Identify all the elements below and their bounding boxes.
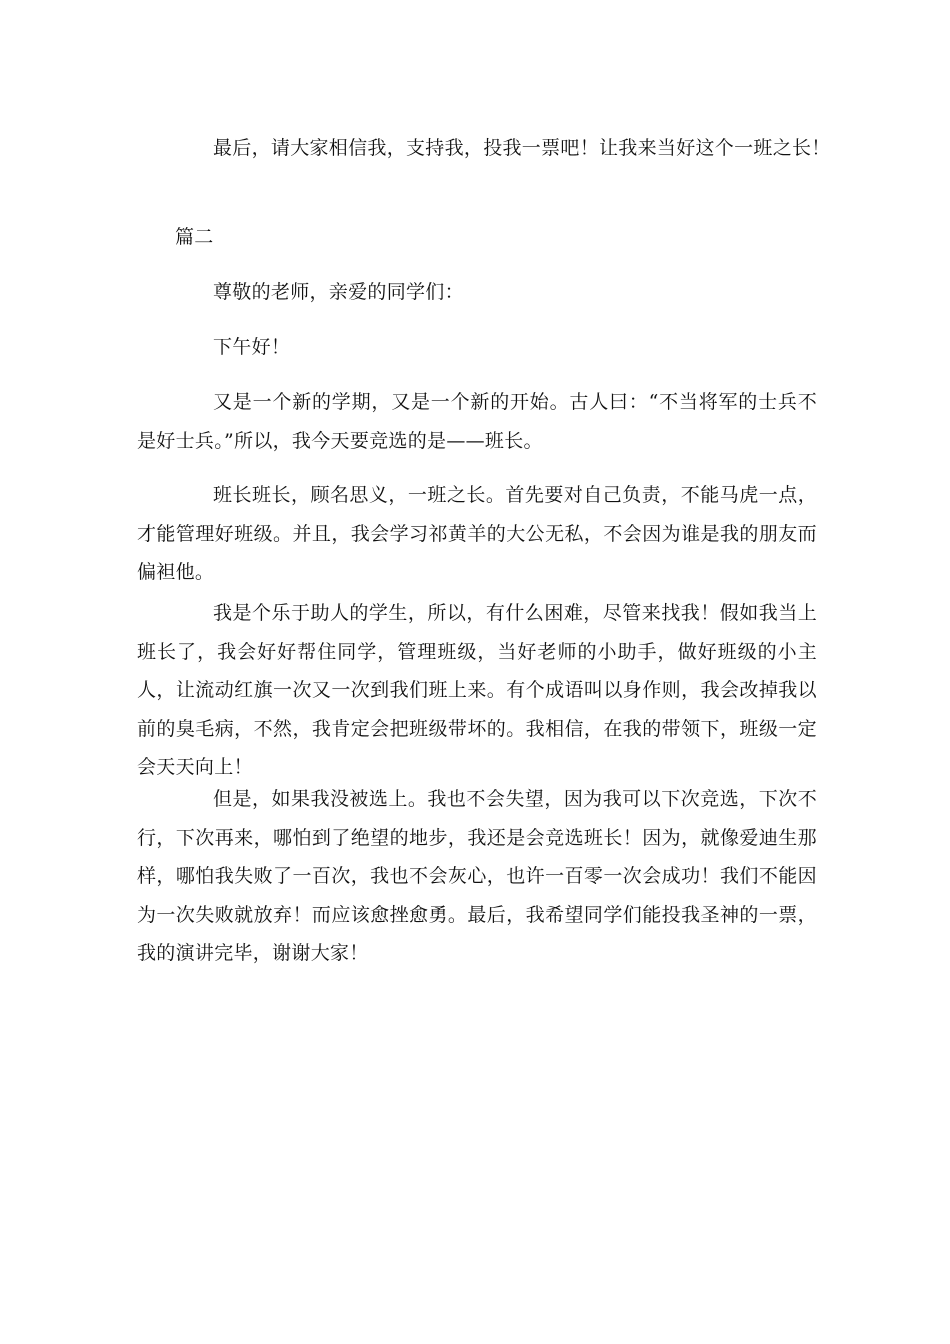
greeting-paragraph: 下午好！ xyxy=(213,336,291,358)
salutation-paragraph: 尊敬的老师，亲爱的同学们： xyxy=(213,281,464,303)
closing-paragraph: 最后，请大家相信我，支持我，投我一票吧！让我来当好这个一班之长！ xyxy=(213,137,831,159)
body-paragraph: 又是一个新的学期，又是一个新的开始。古人曰：“不当将军的士兵不是好士兵。”所以，我今天要竞选的是——班长。 xyxy=(137,391,817,452)
section-title: 篇二 xyxy=(175,226,214,248)
body-paragraph: 我是个乐于助人的学生，所以，有什么困难，尽管来找我！假如我当上班长了，我会好好帮住同学，管理班级，当好老师的小助手，做好班级的小主人，让流动红旗一次又一次到我们班上来。有个成语叫以身作则，我会改掉我以前的臭毛病，不然，我肯定会把班级带坏的。我相信，在我的带领下，班级一定会天天向上！ xyxy=(137,602,817,779)
body-paragraph: 但是，如果我没被选上。我也不会失望，因为我可以下次竞选，下次不行，下次再来，哪怕到了绝望的地步，我还是会竞选班长！因为，就像爱迪生那样，哪怕我失败了一百次，我也不会灰心，也许一百零一次会成功！我们不能因为一次失败就放弃！而应该愈挫愈勇。最后，我希望同学们能投我圣神的一票，我的演讲完毕，谢谢大家！ xyxy=(137,788,817,965)
body-paragraph: 班长班长，顾名思义，一班之长。首先要对自己负责，不能马虎一点，才能管理好班级。并且，我会学习祁黄羊的大公无私，不会因为谁是我的朋友而偏袒他。 xyxy=(137,484,817,584)
